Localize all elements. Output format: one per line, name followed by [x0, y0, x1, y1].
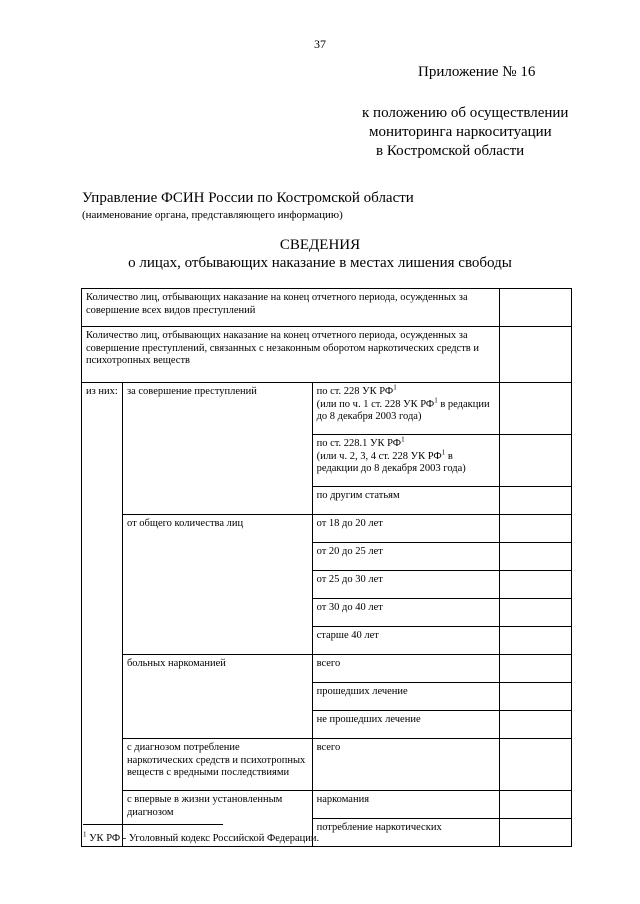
- organization-note: (наименование органа, представляющего информацию): [82, 209, 343, 221]
- row-total-label: Количество лиц, отбывающих наказание на конец отчетного периода, осужденных за совершение всех видов преступлений: [82, 289, 500, 327]
- value-cell[interactable]: [500, 655, 572, 683]
- value-cell[interactable]: [500, 571, 572, 599]
- table-row: [82, 289, 572, 327]
- value-cell[interactable]: [500, 683, 572, 711]
- value-cell[interactable]: [500, 791, 572, 819]
- title-main: СВЕДЕНИЯ: [279, 237, 361, 253]
- value-cell[interactable]: [500, 627, 572, 655]
- item-consumption: потребление наркотических: [312, 819, 500, 847]
- item-art2281: по ст. 228.1 УК $РФ^1$ (или ч. 2, 3, 4 ст. 228 УК $РФ^1$ в редакции до 8 декабря 2003 года): [312, 435, 500, 487]
- item-untreated: не прошедших лечение: [312, 711, 500, 739]
- group-harmful: с диагнозом потребление наркотических средств и психотропных веществ с вредными последствиями: [122, 739, 312, 791]
- footnote-mark: 1: [83, 830, 87, 839]
- value-cell[interactable]: [500, 289, 572, 327]
- value-cell[interactable]: [500, 383, 572, 435]
- appendix-label: Приложение № 16: [418, 64, 536, 80]
- group-first-diagnosis: с впервые в жизни установленным диагнозом: [122, 791, 312, 847]
- reference-line-2: мониторинга наркоситуации: [369, 124, 552, 140]
- group-age: от общего количества лиц: [122, 515, 312, 655]
- item-addicts-total: всего: [312, 655, 500, 683]
- table-row: [82, 383, 572, 435]
- value-cell[interactable]: [500, 599, 572, 627]
- table-row: [82, 327, 572, 383]
- reference-line-1: к положению об осуществлении: [362, 105, 569, 121]
- item-art228: по ст. 228 УК $РФ^1$ (или по ч. 1 ст. 228 УК $РФ^1$ в редакции до 8 декабря 2003 года): [312, 383, 500, 435]
- item-age-30-40: от 30 до 40 лет: [312, 599, 500, 627]
- item-age-25-30: от 25 до 30 лет: [312, 571, 500, 599]
- of-them-label: из них:: [82, 383, 123, 847]
- item-treated: прошедших лечение: [312, 683, 500, 711]
- value-cell[interactable]: [500, 819, 572, 847]
- appendix-reference: [360, 104, 568, 161]
- item-age-40-plus: старше 40 лет: [312, 627, 500, 655]
- table-row: [82, 655, 572, 683]
- group-crimes: за совершение преступлений: [122, 383, 312, 515]
- item-harmful-total: всего: [312, 739, 500, 791]
- value-cell[interactable]: [500, 435, 572, 487]
- item-age-20-25: от 20 до 25 лет: [312, 543, 500, 571]
- footnote: [83, 830, 320, 844]
- item-age-18-20: от 18 до 20 лет: [312, 515, 500, 543]
- footnote-divider: [83, 824, 223, 825]
- item-narcomania: наркомания: [312, 791, 500, 819]
- footnote-text: УК РФ - Уголовный кодекс Российской Федерации.: [86, 833, 320, 844]
- title-sub: о лицах, отбывающих наказание в местах лишения свободы: [128, 255, 512, 271]
- row-drug-label: Количество лиц, отбывающих наказание на конец отчетного периода, осужденных за совершение преступлений, связанных с незаконным оборотом наркотических средств и психотропных веществ: [82, 327, 500, 383]
- table-row: [82, 739, 572, 791]
- organization-name: Управление ФСИН России по Костромской области: [82, 190, 414, 206]
- statistics-table: [81, 288, 572, 847]
- value-cell[interactable]: [500, 327, 572, 383]
- reference-line-3: в Костромской области: [376, 143, 525, 159]
- group-addicts: больных наркоманией: [122, 655, 312, 739]
- page-number: 37: [314, 37, 326, 51]
- value-cell[interactable]: [500, 739, 572, 791]
- value-cell[interactable]: [500, 711, 572, 739]
- value-cell[interactable]: [500, 515, 572, 543]
- document-title: [0, 236, 640, 272]
- table-row: [82, 515, 572, 543]
- table-row: [82, 791, 572, 819]
- item-other: по другим статьям: [312, 487, 500, 515]
- value-cell[interactable]: [500, 487, 572, 515]
- value-cell[interactable]: [500, 543, 572, 571]
